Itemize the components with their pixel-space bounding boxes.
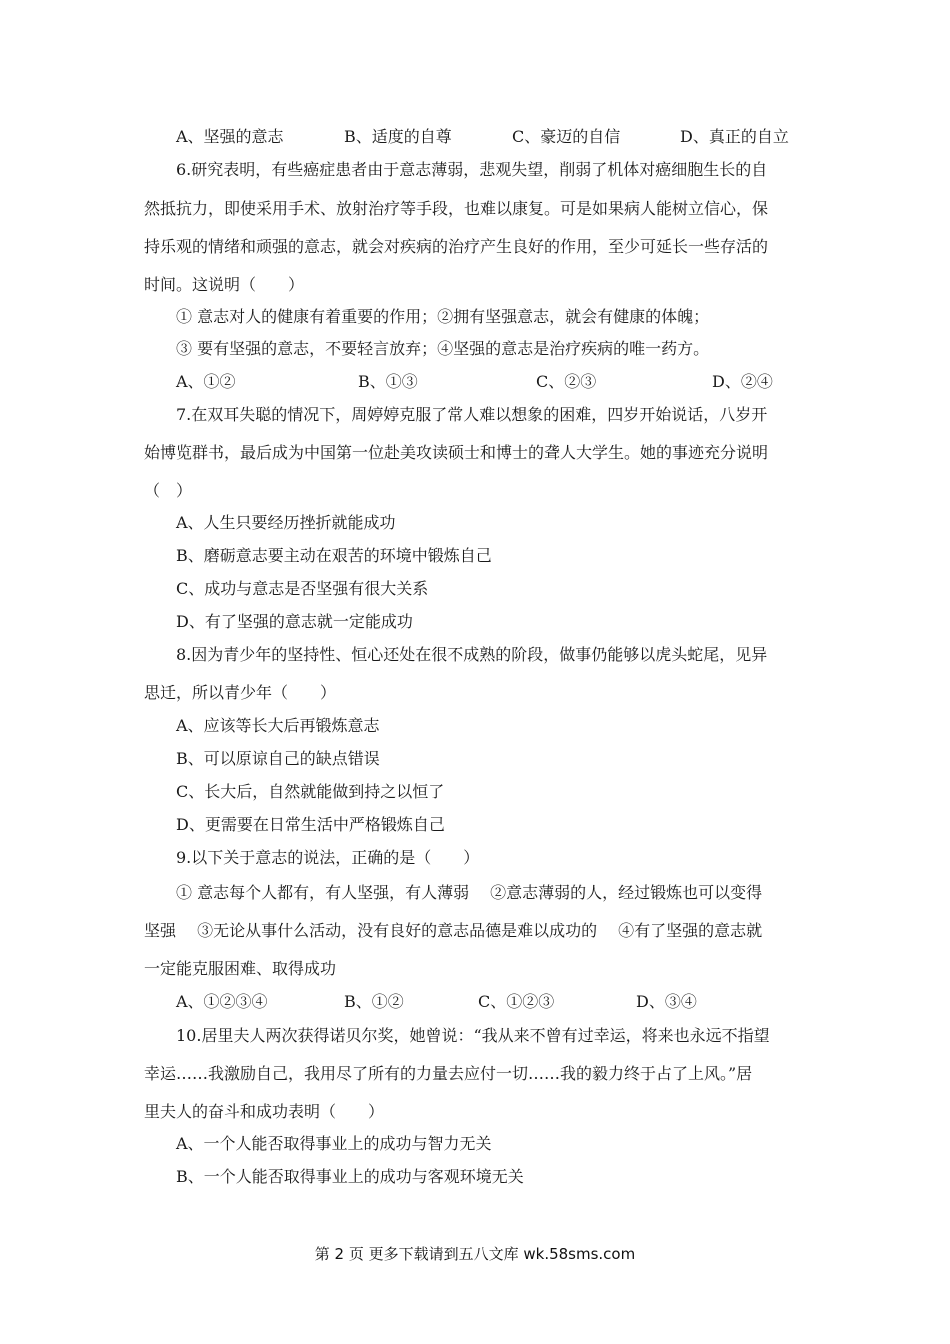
q6-options bbox=[176, 372, 816, 392]
q7-line-2: 始博览群书，最后成为中国第一位赴美攻读硕士和博士的聋人大学生。她的事迹充分说明 bbox=[144, 443, 769, 462]
q9-line-1: 9.以下关于意志的说法，正确的是（ ） bbox=[176, 848, 480, 867]
q8-line-1: 8.因为青少年的坚持性、恒心还处在很不成熟的阶段，做事仍能够以虎头蛇尾，见异 bbox=[176, 645, 768, 664]
q7-option-d: D、有了坚强的意志就一定能成功 bbox=[176, 612, 413, 631]
q8-option-b: B、可以原谅自己的缺点错误 bbox=[176, 749, 380, 768]
page-footer: 第 2 页 更多下载请到五八文库 wk.58sms.com bbox=[314, 1245, 636, 1263]
q6-option-d: D、②④ bbox=[712, 372, 773, 391]
q7-option-a: A、人生只要经历挫折就能成功 bbox=[176, 513, 396, 532]
q6-option-c: C、②③ bbox=[536, 372, 597, 391]
q7-line-1: 7.在双耳失聪的情况下，周婷婷克服了常人难以想象的困难，四岁开始说话，八岁开 bbox=[176, 405, 768, 424]
q10-option-a: A、一个人能否取得事业上的成功与智力无关 bbox=[176, 1134, 492, 1153]
q9-option-d: D、③④ bbox=[636, 992, 697, 1011]
q6-option-a: A、①② bbox=[176, 372, 236, 391]
q7-line-3: （ ） bbox=[144, 481, 193, 500]
q8-line-2: 思迁，所以青少年（ ） bbox=[144, 683, 337, 702]
q5-option-a: A、坚强的意志 bbox=[176, 127, 284, 146]
q9-line-3: 坚强 ③无论从事什么活动，没有良好的意志品德是难以成功的 ④有了坚强的意志就 bbox=[144, 921, 763, 940]
q7-option-c: C、成功与意志是否坚强有很大关系 bbox=[176, 579, 429, 598]
q10-line-2: 幸运……我激励自己，我用尽了所有的力量去应付一切……我的毅力终于占了上风。”居 bbox=[144, 1064, 753, 1083]
q5-options bbox=[176, 127, 816, 147]
q6-statement-2: ③ 要有坚强的意志，不要轻言放弃；④坚强的意志是治疗疾病的唯一药方。 bbox=[176, 339, 710, 358]
q6-line-2: 然抵抗力，即使采用手术、放射治疗等手段，也难以康复。可是如果病人能树立信心，保 bbox=[144, 199, 769, 218]
q8-option-c: C、长大后，自然就能做到持之以恒了 bbox=[176, 782, 445, 801]
q8-option-a: A、应该等长大后再锻炼意志 bbox=[176, 716, 380, 735]
q8-option-d: D、更需要在日常生活中严格锻炼自己 bbox=[176, 815, 445, 834]
q6-line-3: 持乐观的情绪和顽强的意志，就会对疾病的治疗产生良好的作用，至少可延长一些存活的 bbox=[144, 237, 769, 256]
q10-option-b: B、一个人能否取得事业上的成功与客观环境无关 bbox=[176, 1167, 524, 1186]
q5-option-d: D、真正的自立 bbox=[680, 127, 789, 146]
q6-line-4: 时间。这说明（ ） bbox=[144, 275, 305, 294]
q9-line-4: 一定能克服困难、取得成功 bbox=[144, 959, 337, 978]
q10-line-3: 里夫人的奋斗和成功表明（ ） bbox=[144, 1102, 385, 1121]
q9-line-2: ① 意志每个人都有，有人坚强，有人薄弱 ②意志薄弱的人，经过锻炼也可以变得 bbox=[176, 883, 763, 902]
q9-option-c: C、①②③ bbox=[478, 992, 555, 1011]
q10-line-1: 10.居里夫人两次获得诺贝尔奖，她曾说：“我从来不曾有过幸运，将来也永远不指望 bbox=[176, 1026, 770, 1045]
q6-line-1: 6.研究表明，有些癌症患者由于意志薄弱，悲观失望，削弱了机体对癌细胞生长的自 bbox=[176, 160, 768, 179]
q9-options bbox=[176, 992, 816, 1012]
q6-option-b: B、①③ bbox=[358, 372, 418, 391]
q5-option-b: B、适度的自尊 bbox=[344, 127, 452, 146]
q7-option-b: B、磨砺意志要主动在艰苦的环境中锻炼自己 bbox=[176, 546, 492, 565]
q9-option-b: B、①② bbox=[344, 992, 404, 1011]
q5-option-c: C、豪迈的自信 bbox=[512, 127, 621, 146]
q6-statement-1: ① 意志对人的健康有着重要的作用；②拥有坚强意志，就会有健康的体魄； bbox=[176, 307, 710, 326]
q9-option-a: A、①②③④ bbox=[176, 992, 268, 1011]
